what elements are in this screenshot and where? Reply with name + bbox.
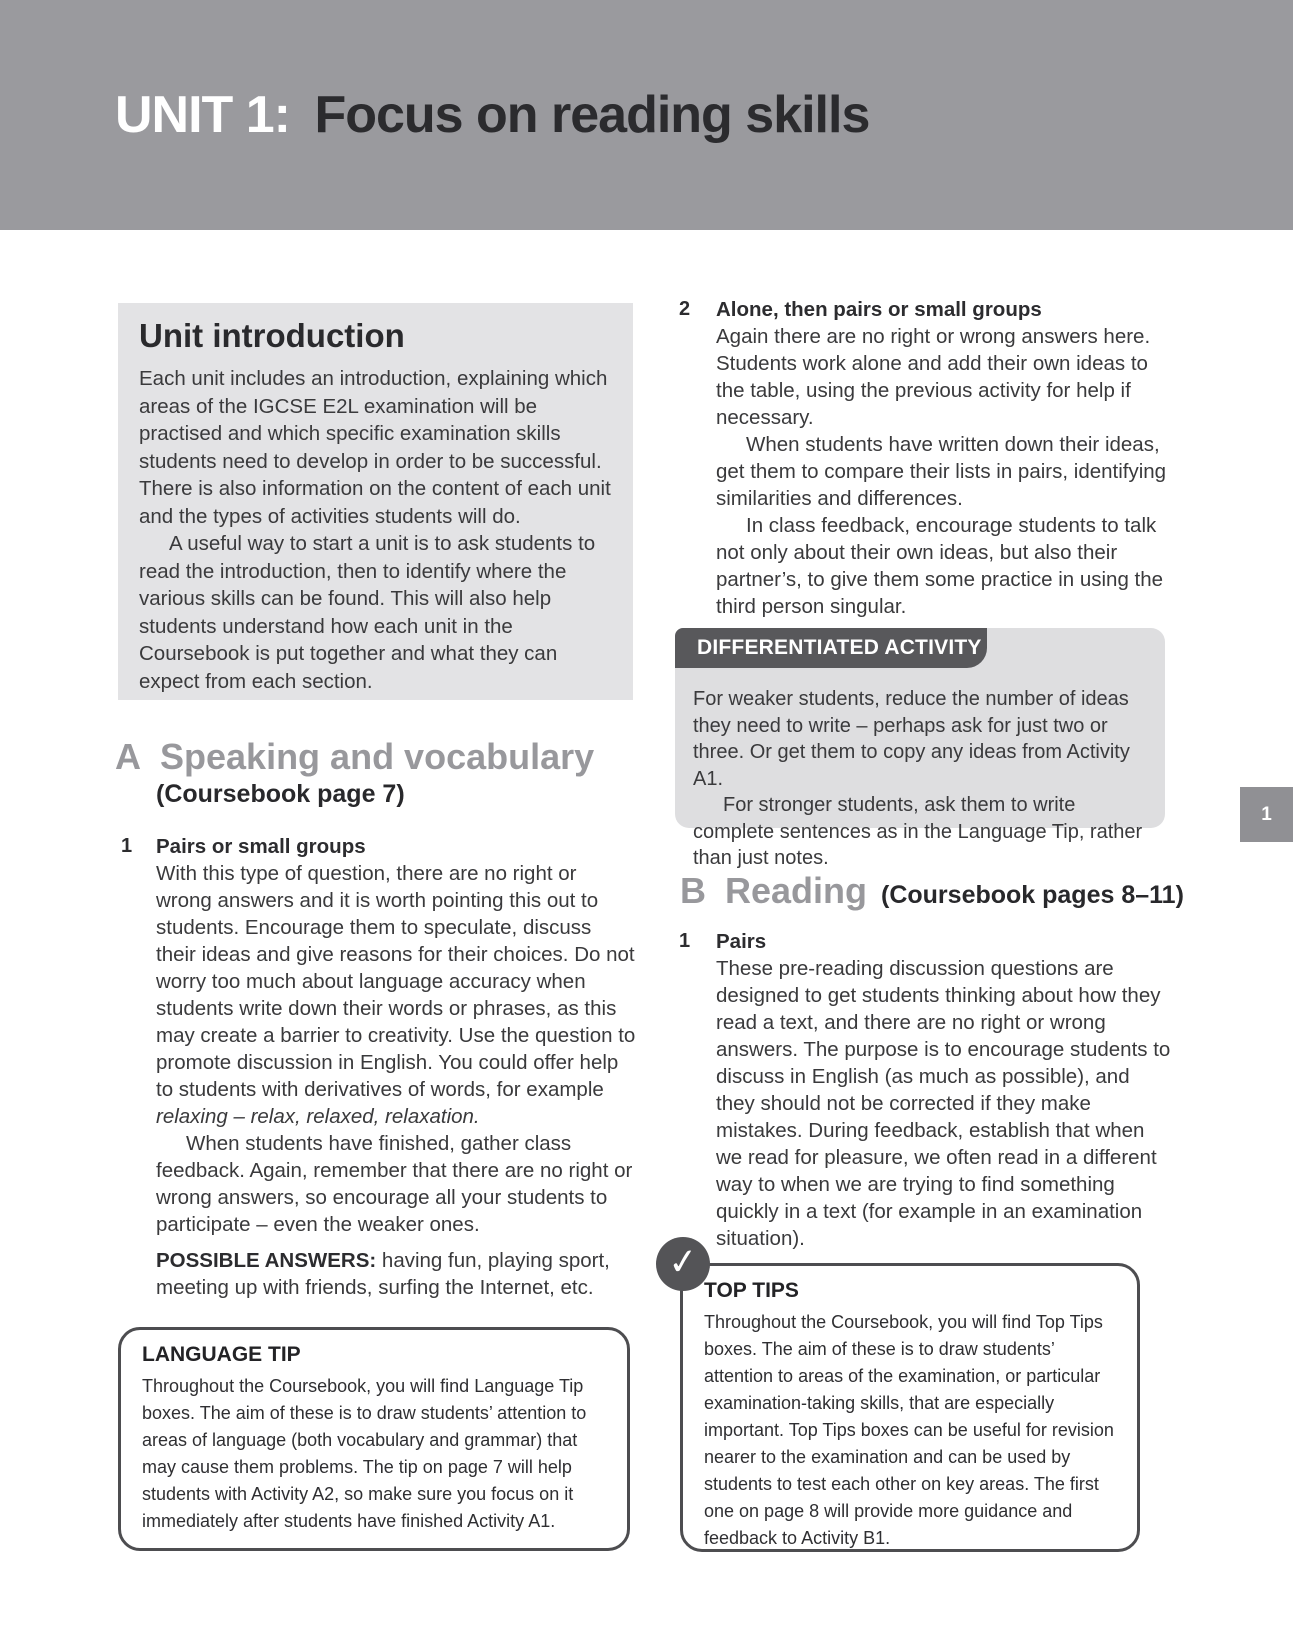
- checkmark-icon: [656, 1237, 710, 1291]
- top-tips-box: [680, 1263, 1140, 1552]
- activity-a2: [679, 296, 1171, 620]
- activity-a1-para-1-text: With this type of question, there are no right or wrong answers and it is worth pointing this out to students. Encourage them to speculate, discuss their ideas and give reasons for their choices. Do not worry too much about language accuracy when students write down their words or phrases, as this may create a barrier to creativity. Use the question to promote discussion in English. You could offer help to students with derivatives of words, for example: [156, 862, 636, 1101]
- activity-a2-para-2: When students have written down their ideas, get them to compare their lists in pairs, identifying similarities and differences.: [716, 433, 1167, 510]
- activity-a1-body: [156, 833, 636, 1301]
- activity-a2-heading: Alone, then pairs or small groups: [716, 298, 1042, 321]
- section-a-coursebook-ref: (Coursebook page 7): [156, 780, 405, 808]
- section-b-title-row: [680, 870, 1184, 912]
- activity-b1-para-1: These pre-reading discussion questions are designed to get students thinking about how they read a text, and there are no right or wrong answers. The purpose is to encourage students to discuss in English (as much as possible), and they should not be corrected if they make mistakes. During feedback, establish that when we read for pleasure, we often read in a different way to when we are trying to find something quickly in a text (for example in an examination situation).: [716, 957, 1171, 1250]
- unit-introduction-para-1: Each unit includes an introduction, explaining which areas of the IGCSE E2L examination will be practised and which specific examination skills students need to develop in order to be successful. There is also information on the content of each unit and the types of activities students will do.: [139, 367, 611, 528]
- activity-a2-number: 2: [679, 298, 691, 320]
- unit-banner: [0, 0, 1293, 230]
- activity-b1: [679, 928, 1171, 1252]
- unit-introduction-box: [118, 303, 633, 700]
- language-tip-heading: LANGUAGE TIP: [142, 1343, 301, 1366]
- differentiated-activity-heading: DIFFERENTIATED ACTIVITY: [697, 636, 982, 659]
- activity-a1-para-1-example: relaxing – relax, relaxed, relaxation.: [156, 1105, 480, 1128]
- top-tips-body: Throughout the Coursebook, you will find Top Tips boxes. The aim of these is to draw students’ attention to areas of the examination, or particular examination-taking skills, that are especially important. Top Tips boxes can be useful for revision nearer to the examination and can be used by students to test each other on key areas. The first one on page 8 will provide more guidance and feedback to Activity B1.: [704, 1312, 1114, 1548]
- activity-a1-para-2: When students have finished, gather class feedback. Again, remember that there are no right or wrong answers, so encourage all your students to participate – even the weaker ones.: [156, 1132, 633, 1236]
- section-a-title: Speaking and vocabulary: [160, 736, 595, 777]
- possible-answers-text: having fun, playing sport, meeting up with friends, surfing the Internet, etc.: [156, 1249, 610, 1299]
- activity-a1-number: 1: [121, 835, 133, 857]
- section-a-title-row: [115, 736, 594, 778]
- unit-number-label: UNIT 1:: [115, 86, 290, 144]
- activity-a1-para-1: [156, 860, 636, 1130]
- activity-b1-heading: Pairs: [716, 930, 767, 953]
- page-number: 1: [1261, 803, 1272, 825]
- page-number-tab: [1240, 787, 1293, 842]
- differentiated-activity-para-1: For weaker students, reduce the number of ideas they need to write – perhaps ask for just two or three. Or get them to copy any ideas from Activity A1.: [693, 688, 1130, 790]
- activity-b1-body: [716, 928, 1171, 1252]
- unit-introduction-heading: Unit introduction: [139, 317, 405, 354]
- activity-a2-para-1: Again there are no right or wrong answers here. Students work alone and add their own ideas to the table, using the previous activity for help if necessary.: [716, 325, 1151, 429]
- section-b-letter: B: [680, 870, 706, 911]
- activity-a1: [121, 833, 636, 1301]
- checkmark-glyph: ✓: [665, 1239, 701, 1284]
- activity-b1-number: 1: [679, 930, 691, 952]
- section-a-letter: A: [115, 736, 141, 777]
- unit-banner-text: [0, 85, 869, 145]
- language-tip-box: [118, 1327, 630, 1551]
- unit-introduction-para-2: A useful way to start a unit is to ask students to read the introduction, then to identify where the various skills can be found. This will also help students understand how each unit in the Coursebook is put together and what they can expect from each section.: [139, 532, 596, 693]
- top-tips-heading: TOP TIPS: [704, 1279, 799, 1302]
- section-b-title: Reading: [725, 870, 868, 911]
- differentiated-activity-para-2: For stronger students, ask them to write complete sentences as in the Language Tip, rather than just notes.: [693, 794, 1143, 869]
- section-a-heading: [115, 736, 594, 809]
- activity-a2-body: [716, 296, 1171, 620]
- section-b-coursebook-ref: (Coursebook pages 8–11): [881, 881, 1184, 909]
- section-b-heading: [680, 870, 1184, 912]
- unit-title: Focus on reading skills: [314, 86, 870, 144]
- differentiated-activity-box: [675, 628, 1165, 869]
- language-tip-body: Throughout the Coursebook, you will find Language Tip boxes. The aim of these is to draw students’ attention to areas of language (both vocabulary and grammar) that may cause them problems. The tip on page 7 will help students with Activity A2, so make sure you focus on it immediately after students have finished Activity A1.: [142, 1376, 587, 1531]
- possible-answers-label: POSSIBLE ANSWERS:: [156, 1249, 377, 1272]
- activity-a1-possible-answers: [156, 1247, 636, 1301]
- activity-a2-para-3: In class feedback, encourage students to talk not only about their own ideas, but also their partner’s, to give them some practice in using the third person singular.: [716, 514, 1164, 618]
- activity-a1-heading: Pairs or small groups: [156, 835, 366, 858]
- differentiated-activity-tab: [675, 628, 987, 668]
